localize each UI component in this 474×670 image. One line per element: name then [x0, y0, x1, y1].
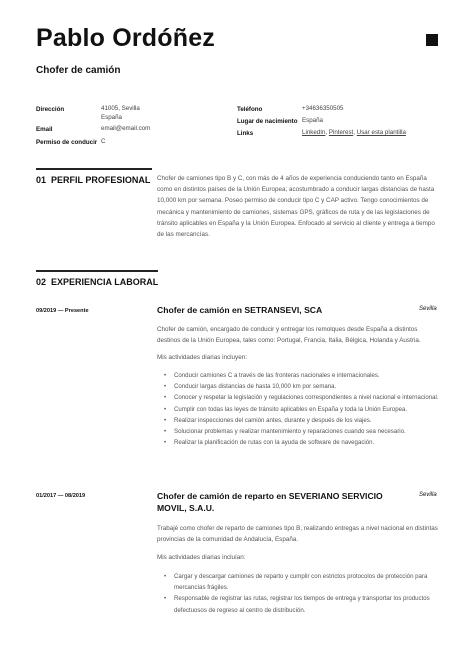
list-item: • Realizar inspecciones del camión antes, durante y después de los viajes. [174, 415, 456, 426]
use-template-link[interactable]: Usar esta plantilla [356, 129, 406, 136]
links-list: LinkedIn, Pinterest, Usar esta plantilla [302, 129, 406, 136]
job-summary: Trabajé como chofer de reparto de camiones tipo B, realizando entregas a nivel nacional en distintas provincias de la comunidad de Andalucía, España. [157, 525, 438, 544]
experience-section-title [36, 277, 158, 287]
address-line1: 41005, Sevilla [101, 105, 140, 112]
birthplace-value: España [302, 117, 323, 124]
profile-section-title [36, 175, 150, 185]
address-line2: España [101, 114, 122, 121]
job-city: Sevilla [419, 492, 437, 498]
phone-value: +34636350505 [302, 105, 344, 112]
list-item: • Conocer y respetar la legislación y regulaciones correspondientes a nivel nacional e internacional. [174, 392, 456, 403]
license-label: Permiso de conducir [36, 139, 98, 146]
section-rule [36, 270, 158, 272]
job-activities-list [158, 571, 456, 616]
job-city: Sevilla [419, 306, 437, 312]
job-summary: Chofer de camión, encargado de conducir y entregar los remolques desde España a distintos destinos de la Unión Europea, tales como: Portugal, Francia, Italia, Bélgica, Holanda y Austria. [157, 326, 421, 345]
email-label: Email [36, 126, 53, 133]
job-title: Chofer de camión [36, 65, 121, 76]
list-item: • Cumplir con todas las leyes de tránsito aplicables en España y toda la Unión Europea. [174, 404, 456, 415]
linkedin-link[interactable]: LinkedIn [302, 129, 326, 136]
list-item: • Realizar la planificación de rutas con la ayuda de software de navegación. [174, 437, 456, 448]
links-label: Links [237, 130, 254, 137]
section-number: 01 [36, 175, 47, 185]
job-dates: 01/2017 — 08/2019 [36, 493, 86, 499]
section-title: EXPERIENCIA LABORAL [51, 277, 159, 287]
job-activities-intro: Mis actividades diarias incluyen: [157, 354, 247, 361]
list-item: • Conducir camiones C a través de las fronteras nacionales e internacionales. [174, 370, 456, 381]
address-label: Dirección [36, 106, 65, 113]
job-dates: 09/2019 — Presente [36, 308, 89, 314]
candidate-name: Pablo Ordóñez [36, 24, 216, 52]
job-position: Chofer de camión en SETRANSEVI, SCA [157, 305, 323, 315]
job-activities-list [158, 370, 456, 448]
list-item: • Solucionar problemas y realizar mantenimiento y reparaciones cuando sea necesario. [174, 426, 456, 437]
list-item: • Cargar y descargar camiones de reparto y cumplir con estrictos protocolos de protección para mercancías frágiles. [174, 571, 456, 593]
phone-label: Teléfono [237, 106, 263, 113]
job-position: Chofer de camión de reparto en SEVERIANO SERVICIO MOVIL, S.A.U. [157, 491, 383, 513]
square-icon [426, 34, 438, 46]
section-number: 02 [36, 277, 47, 287]
section-rule [36, 168, 152, 170]
profile-text: Chofer de camiones tipo B y C, con más de 4 años de experiencia conduciendo tanto en España como en distintos países de la Unión Europea; acostumbrado a conducir largas distancias de hasta 10,000 km por semana. Poseo permiso de conducir tipo C y CAP activo. Tengo conocimientos de mecánica y mantenimiento de camiones, sistemas GPS, gráficos de ruta y de las legislaciones de tránsito aplicables en España y la Unión Europea. Enfocado al servicio al cliente y entrega a tiempo de las mercancías. [157, 175, 435, 239]
job-activities-intro: Mis actividades diarias incluían: [157, 554, 246, 561]
list-item: • Conducir largas distancias de hasta 10,000 km por semana. [174, 381, 456, 392]
section-title: PERFIL PROFESIONAL [51, 175, 151, 185]
license-value: C [101, 138, 106, 145]
email-value: email@email.com [101, 125, 151, 132]
list-item: • Responsable de registrar las rutas, registrar los tiempos de entrega y transportar los productos defectuosos de regreso al centro de distribución. [174, 593, 456, 615]
pinterest-link[interactable]: Pinterest [328, 129, 354, 136]
birthplace-label: Lugar de nacimiento [237, 118, 298, 125]
